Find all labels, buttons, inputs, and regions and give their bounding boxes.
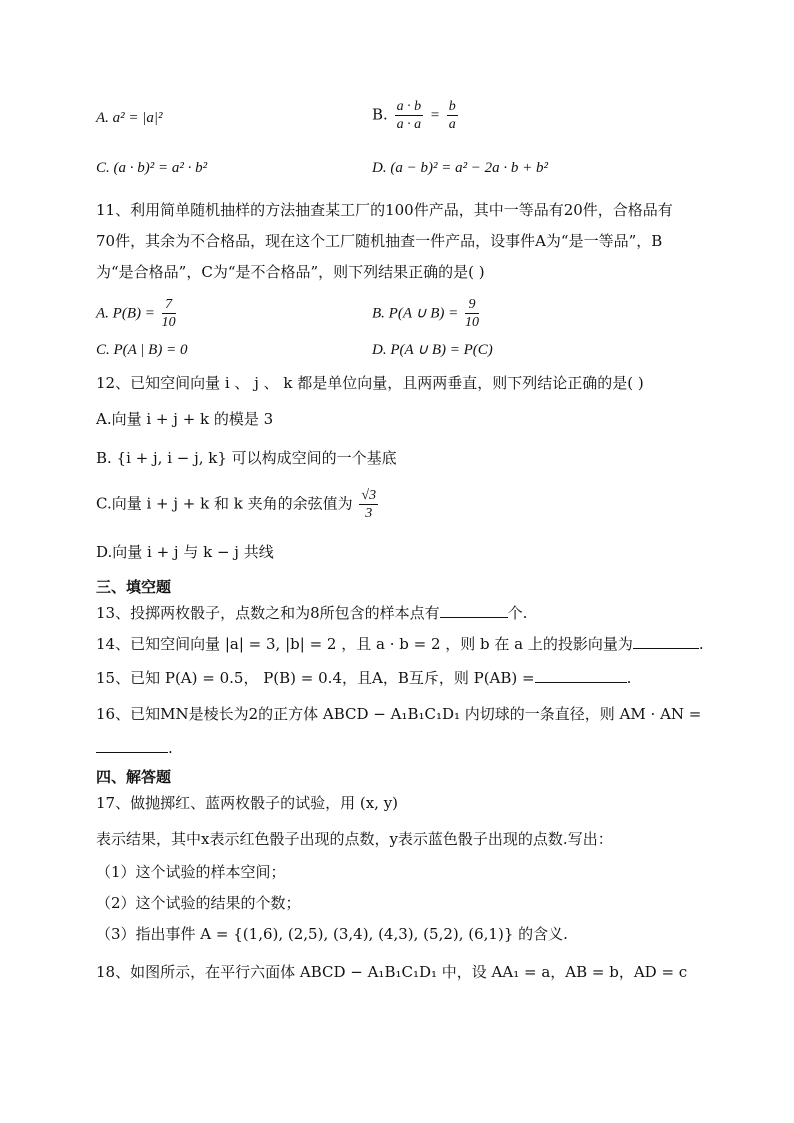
option-12c-denominator: 3: [365, 506, 373, 521]
answer-blank-13[interactable]: [440, 603, 508, 618]
option-10b: [372, 98, 460, 133]
option-12b: B. {i + j, i − j, k} 可以构成空间的一个基底: [96, 449, 397, 467]
option-10b-right-denominator: a: [448, 117, 456, 132]
option-10a: A. a² = |a|²: [96, 110, 163, 126]
option-10b-numerator: a · b: [396, 99, 422, 114]
option-11b-label: B. P(A ∪ B) =: [372, 305, 459, 322]
question-12: 12、已知空间向量 i 、 j 、 k 都是单位向量，且两两垂直，则下列结论正确的是( ): [96, 374, 644, 392]
question-14-end: .: [698, 635, 704, 653]
answer-blank-16[interactable]: [96, 738, 168, 753]
option-11a-fraction: [162, 296, 176, 331]
question-15-text: 15、已知 P(A) = 0.5， P(B) = 0.4，且A，B互斥，则 P(AB) =: [96, 669, 535, 687]
question-17-line-2: 表示结果，其中x表示红色骰子出现的点数，y表示蓝色骰子出现的点数.写出：: [96, 830, 613, 848]
option-10b-right-numerator: b: [448, 99, 456, 114]
question-18-line-1: 18、如图所示，在平行六面体 ABCD − A₁B₁C₁D₁ 中，设 AA₁ = a，AB = b，AD = c: [96, 963, 688, 981]
option-12c-numerator: √3: [361, 488, 377, 503]
option-11c: C. P(A | B) = 0: [96, 342, 188, 358]
option-12d: D.向量 i + j 与 k − j 共线: [96, 543, 274, 561]
question-11-line-2: 70件，其余为不合格品，现在这个工厂随机抽查一件产品，设事件A为“是一等品”，B: [96, 232, 663, 250]
question-14: [96, 634, 704, 654]
question-13-end: 个.: [507, 604, 528, 622]
option-11d: D. P(A ∪ B) = P(C): [372, 342, 493, 358]
option-10d: D. (a − b)² = a² − 2a · b + b²: [372, 160, 549, 176]
option-11a: [96, 296, 178, 331]
option-11b: [372, 296, 481, 331]
question-11-line-1: 11、利用简单随机抽样的方法抽查某工厂的100件产品，其中一等品有20件，合格品有: [96, 201, 673, 219]
section-4-title: 四、解答题: [96, 768, 172, 786]
question-17-part-2: （2）这个试验的结果的个数；: [96, 894, 301, 912]
question-16: 16、已知MN是棱长为2的正方体 ABCD − A₁B₁C₁D₁ 内切球的一条直径，则 AM · AN =: [96, 705, 702, 723]
question-13-text: 13、投掷两枚骰子，点数之和为8所包含的样本点有: [96, 604, 440, 622]
question-17-line-1: 17、做抛掷红、蓝两枚骰子的试验，用 (x, y): [96, 794, 399, 812]
option-11a-label: A. P(B) =: [96, 305, 155, 322]
option-12c: [96, 487, 380, 522]
option-11b-denominator: 10: [465, 315, 480, 330]
option-11a-denominator: 10: [161, 315, 176, 330]
question-15-end: .: [626, 669, 632, 687]
option-12a: A.向量 i + j + k 的模是 3: [96, 410, 274, 428]
question-17-part-1: （1）这个试验的样本空间；: [96, 863, 286, 881]
question-17-part-3: （3）指出事件 A = {(1,6), (2,5), (3,4), (4,3), (5,2), (6,1)} 的含义.: [96, 925, 568, 943]
option-10b-fraction-left: [395, 98, 424, 133]
question-11-line-3: 为“是合格品”，C为“是不合格品”，则下列结果正确的是( ): [96, 263, 485, 281]
question-15: [96, 668, 631, 688]
section-3-title: 三、填空题: [96, 578, 172, 596]
answer-blank-14[interactable]: [633, 634, 699, 649]
question-16-end: .: [168, 739, 173, 757]
question-14-text: 14、已知空间向量 |a| = 3, |b| = 2 ，且 a · b = 2 ，则 b 在 a 上的投影向量为: [96, 635, 633, 653]
option-10b-label: B.: [372, 105, 388, 124]
option-11b-numerator: 9: [465, 296, 479, 314]
option-10c: C. (a · b)² = a² · b²: [96, 160, 208, 176]
option-10b-fraction-right: [447, 98, 458, 133]
question-16-answer-line: [96, 738, 173, 758]
option-11a-numerator: 7: [162, 296, 176, 314]
option-12c-fraction: [359, 487, 378, 522]
answer-blank-15[interactable]: [535, 668, 627, 683]
option-12c-label: C.向量 i + j + k 和 k 夹角的余弦值为: [96, 494, 353, 513]
option-10b-denominator: a · a: [396, 117, 422, 132]
option-10b-equals: =: [429, 107, 440, 124]
option-11b-fraction: [465, 296, 479, 331]
question-13: [96, 603, 527, 623]
